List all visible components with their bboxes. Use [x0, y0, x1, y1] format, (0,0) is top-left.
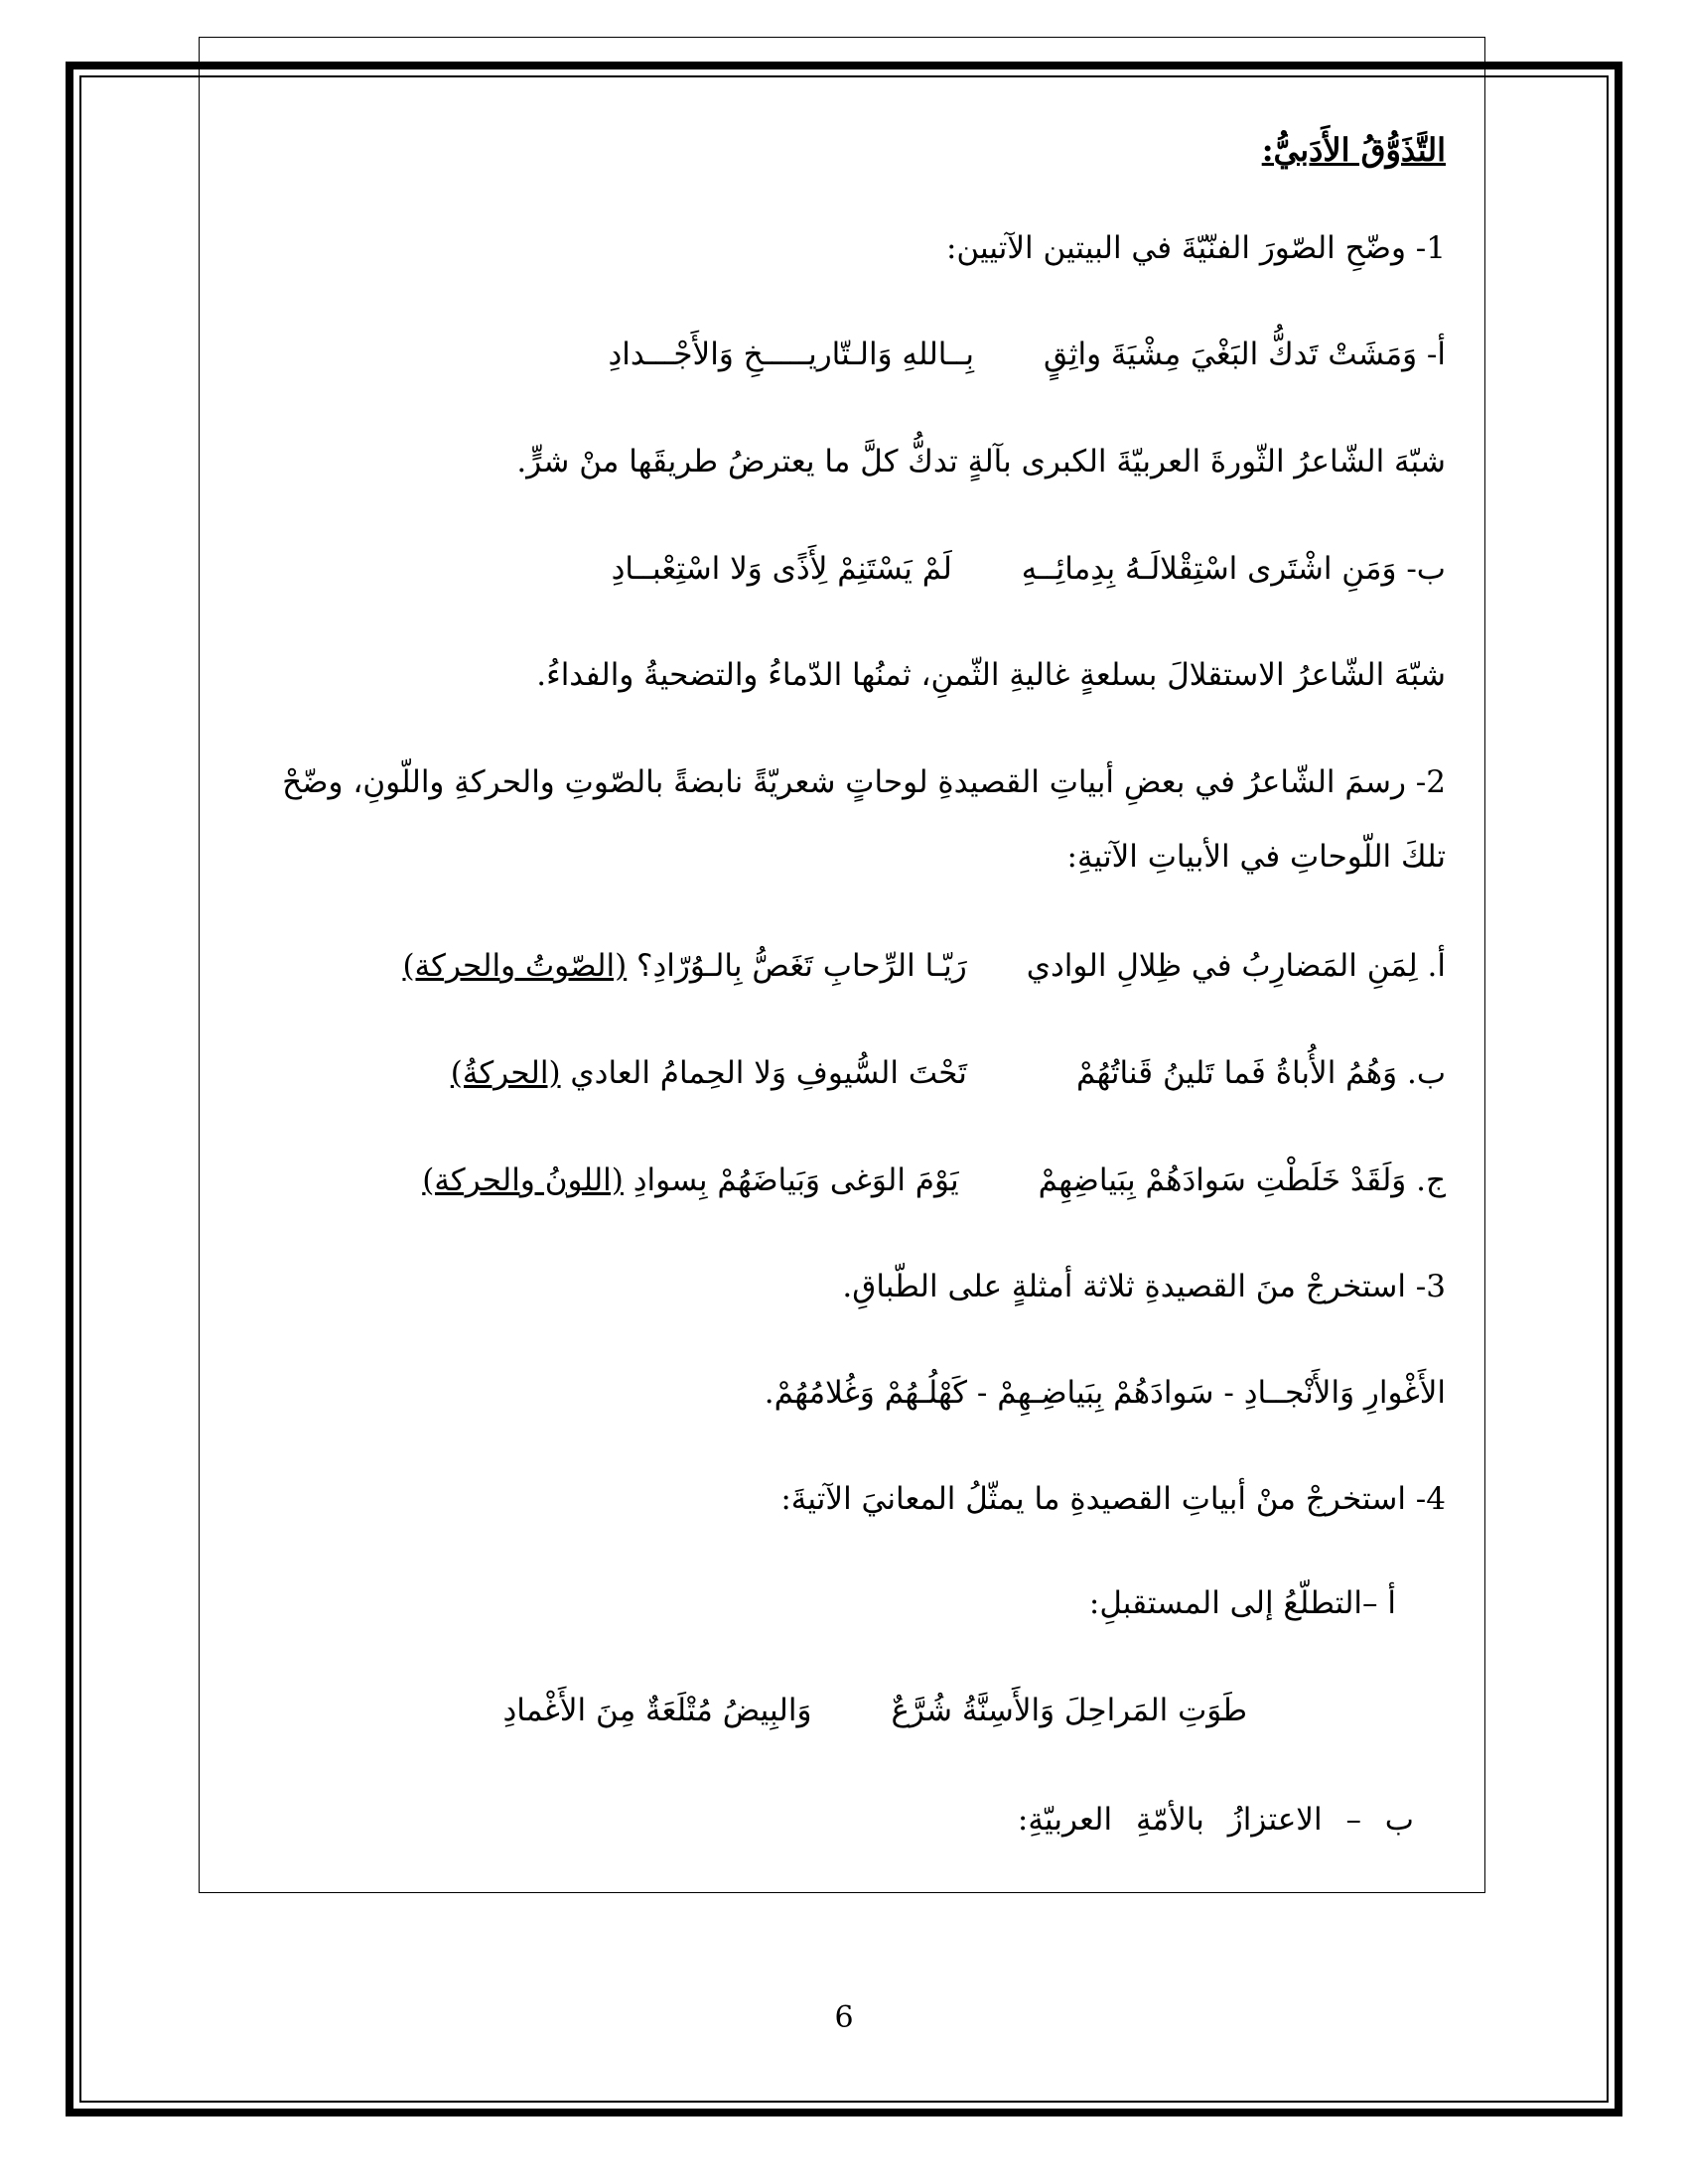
- verse-2c-second-half: يَوْمَ الوَغى وَبَياضَهُمْ بِسوادِ (اللونُ والحركة): [422, 1162, 959, 1198]
- answer-2b: (الحركةُ): [450, 1055, 561, 1091]
- worksheet-content: [199, 37, 1485, 1893]
- verse-1b-second-half: لَمْ يَسْتَنِمْ لِأَذًى وَلا اسْتِعْبــادِ: [611, 551, 952, 587]
- verse-2c: [218, 1162, 1446, 1198]
- question-4: 4- استخرجْ منْ أبياتِ القصيدةِ ما يمثّلُ المعانيَ الآتيةَ:: [780, 1481, 1446, 1517]
- answer-2c: (اللونُ والحركة): [422, 1162, 624, 1198]
- verse-4a-first-half: طَوَتِ المَراحِلَ وَالأَسِنَّةُ شُرَّعٌ: [891, 1693, 1247, 1728]
- verse-1a-first-half: أ- وَمَشَتْ تَدكُّ البَغْيَ مِشْيَةَ واثِقٍ: [1044, 337, 1446, 372]
- verse-2a-second-half: رَيّـا الرِّحابِ تَغَصُّ بِالـوُرّادِ؟ (الصّوتُ والحركة): [402, 948, 967, 984]
- verse-2a-first-half: أ. لِمَنِ المَضارِبُ في ظِلالِ الوادي: [1026, 948, 1446, 984]
- question-2-line-1: 2- رسمَ الشّاعرُ في بعضِ أبياتِ القصيدةِ لوحاتٍ شعريّةً نابضةً بالصّوتِ والحركةِ واللّونِ، وضّحْ: [282, 764, 1446, 800]
- section-title: التَّذَوُّقُ الأَدَبيُّ:: [1261, 131, 1446, 169]
- question-4a-label: أ –التطلّعُ إلى المستقبلِ:: [1088, 1585, 1396, 1621]
- answer-3: الأَغْوارِ وَالأَنْجــادِ - سَوادَهُمْ بِبَياضِـهِمْ - كَهْلُـهُمْ وَغُلامُهُمْ.: [764, 1375, 1446, 1411]
- question-1: 1- وضّحِ الصّورَ الفنّيّةَ في البيتين الآتيين:: [945, 230, 1446, 266]
- verse-2a: [218, 948, 1446, 984]
- question-4b-label: ب – الاعتزازُ بالأمّةِ العربيّةِ:: [1017, 1802, 1414, 1838]
- verse-2c-first-half: ج. وَلَقَدْ خَلَطْتِ سَوادَهُمْ بِبَياضِهِمْ: [1038, 1162, 1446, 1198]
- answer-1b: شبّهَ الشّاعرُ الاستقلالَ بسلعةٍ غاليةِ الثّمنِ، ثمنُها الدّماءُ والتضحيةُ والفداءُ.: [536, 657, 1446, 693]
- verse-2b-first-half: ب. وَهُمُ الأُباةُ فَما تَلينُ قَناتُهُمْ: [1075, 1055, 1446, 1091]
- question-3: 3- استخرجْ منَ القصيدةِ ثلاثة أمثلةٍ على الطّباقِ.: [842, 1269, 1446, 1304]
- verse-4a: [218, 1693, 1247, 1728]
- page-number: 6: [834, 2000, 854, 2035]
- verse-1b-first-half: ب- وَمَنِ اشْتَرى اسْتِقْلالَـهُ بِدِمائِــهِ: [1021, 551, 1446, 587]
- question-2-line-2: تلكَ اللّوحاتِ في الأبياتِ الآتيةِ:: [1066, 839, 1446, 875]
- verse-2b: [218, 1055, 1446, 1091]
- verse-1b: [218, 551, 1446, 587]
- verse-2b-second-half: تَحْتَ السُّيوفِ وَلا الحِمامُ العادي (الحركةُ): [450, 1055, 967, 1091]
- verse-4a-second-half: وَالبِيضُ مُتْلَعَةٌ مِنَ الأَغْمادِ: [502, 1693, 812, 1728]
- verse-1a: [218, 337, 1446, 372]
- verse-1a-second-half: بِــاللهِ وَالـتّاريـــــخِ وَالأَجْـــدادِ: [608, 337, 975, 372]
- answer-1a: شبّهَ الشّاعرُ الثّورةَ العربيّةَ الكبرى بآلةٍ تدكُّ كلَّ ما يعترضُ طريقَها منْ شرٍّ.: [516, 444, 1446, 479]
- answer-2a: (الصّوتُ والحركة): [402, 948, 628, 984]
